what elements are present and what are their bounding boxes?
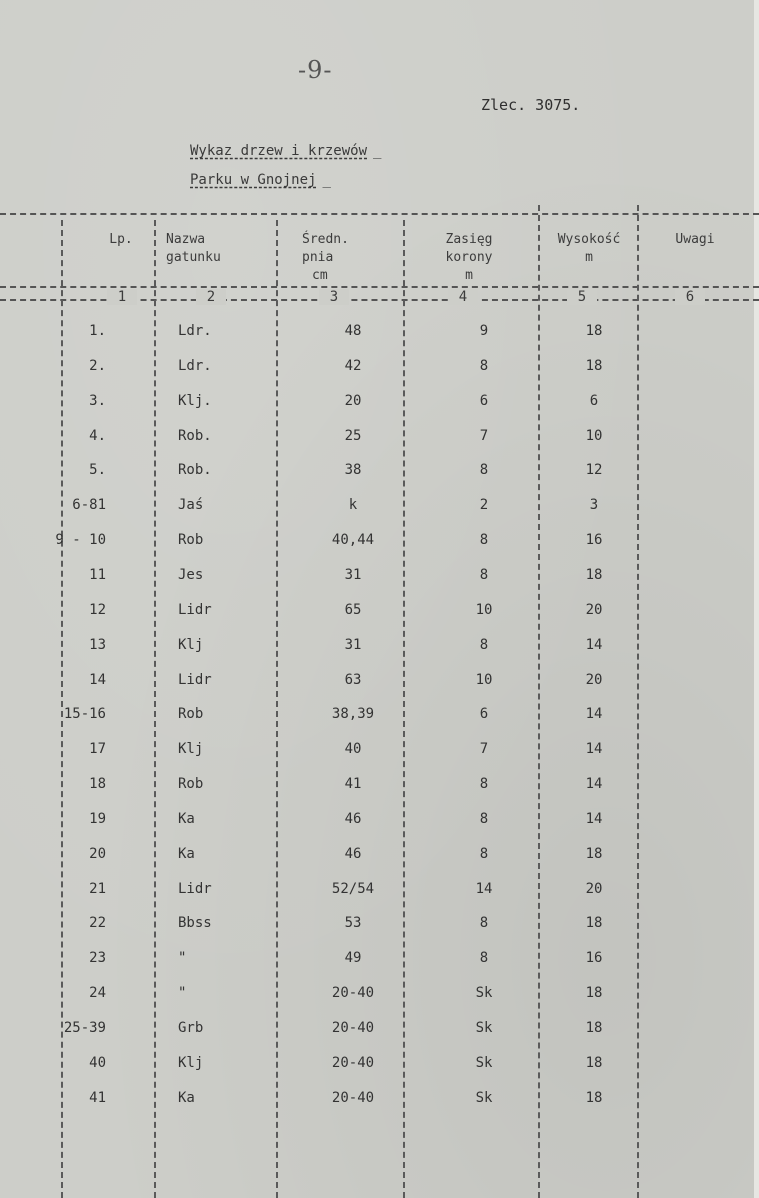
cell-species: Lidr bbox=[178, 602, 212, 618]
cell-species: Ka bbox=[178, 1090, 195, 1106]
cell-lp: 18 bbox=[89, 776, 106, 792]
page-number: -9- bbox=[298, 56, 333, 84]
title-line-1: Wykaz drzew i krzewów _ bbox=[190, 143, 382, 159]
cell-species: Rob. bbox=[178, 428, 212, 444]
cell-height: 18 bbox=[585, 985, 603, 1001]
column-rule bbox=[276, 220, 278, 1198]
cell-lp: 2. bbox=[89, 358, 106, 374]
cell-height: 18 bbox=[585, 358, 603, 374]
cell-species: Klj bbox=[178, 741, 204, 757]
cell-lp: 1. bbox=[89, 323, 106, 339]
column-number: 6 bbox=[675, 289, 705, 305]
cell-species: Ka bbox=[178, 811, 195, 827]
cell-crown: 8 bbox=[479, 358, 489, 374]
column-number: 3 bbox=[319, 289, 349, 305]
cell-crown: 14 bbox=[475, 881, 493, 897]
cell-lp: 14 bbox=[89, 672, 106, 688]
cell-diameter: 20 bbox=[344, 393, 362, 409]
column-rule bbox=[154, 220, 156, 1198]
cell-height: 16 bbox=[585, 532, 603, 548]
cell-lp: 13 bbox=[89, 637, 106, 653]
header-height: Wysokość m bbox=[557, 232, 621, 265]
cell-height: 14 bbox=[585, 741, 603, 757]
cell-height: 6 bbox=[589, 393, 599, 409]
cell-crown: 8 bbox=[479, 846, 489, 862]
header-lp: Lp. bbox=[109, 232, 133, 247]
order-number: Zlec. 3075. bbox=[481, 96, 581, 114]
cell-height: 10 bbox=[585, 428, 603, 444]
cell-species: " bbox=[178, 950, 187, 966]
column-number: 2 bbox=[196, 289, 226, 305]
column-number: 1 bbox=[107, 289, 137, 305]
cell-diameter: 53 bbox=[344, 915, 362, 931]
cell-crown: 8 bbox=[479, 637, 489, 653]
cell-height: 20 bbox=[585, 602, 603, 618]
table-top-rule bbox=[0, 213, 759, 215]
cell-crown: 10 bbox=[475, 602, 493, 618]
header-diameter: Średn. pnia cm bbox=[302, 232, 349, 283]
cell-lp: 41 bbox=[89, 1090, 106, 1106]
cell-diameter: 42 bbox=[344, 358, 362, 374]
cell-lp: 24 bbox=[89, 985, 106, 1001]
cell-species: Bbss bbox=[178, 915, 212, 931]
cell-lp: 21 bbox=[89, 881, 106, 897]
cell-lp: 5. bbox=[89, 462, 106, 478]
cell-species: Klj bbox=[178, 637, 204, 653]
cell-crown: 8 bbox=[479, 532, 489, 548]
cell-diameter: 25 bbox=[344, 428, 362, 444]
cell-species: Rob bbox=[178, 532, 204, 548]
cell-species: Lidr bbox=[178, 881, 212, 897]
cell-crown: 2 bbox=[479, 497, 489, 513]
cell-diameter: 20-40 bbox=[331, 1020, 375, 1036]
cell-height: 18 bbox=[585, 323, 603, 339]
cell-height: 20 bbox=[585, 672, 603, 688]
cell-species: Klj. bbox=[178, 393, 212, 409]
cell-diameter: 31 bbox=[344, 637, 362, 653]
cell-crown: 7 bbox=[479, 741, 489, 757]
cell-diameter: 48 bbox=[344, 323, 362, 339]
cell-diameter: 40,44 bbox=[331, 532, 375, 548]
cell-species: Lidr bbox=[178, 672, 212, 688]
cell-lp: 17 bbox=[89, 741, 106, 757]
cell-height: 18 bbox=[585, 1055, 603, 1071]
cell-diameter: 49 bbox=[344, 950, 362, 966]
cell-diameter: 20-40 bbox=[331, 1090, 375, 1106]
cell-lp: 3. bbox=[89, 393, 106, 409]
cell-height: 18 bbox=[585, 567, 603, 583]
cell-lp: 25-39 bbox=[63, 1020, 106, 1036]
cell-height: 16 bbox=[585, 950, 603, 966]
cell-lp: 40 bbox=[89, 1055, 106, 1071]
cell-crown: 8 bbox=[479, 462, 489, 478]
title-line-2: Parku w Gnojnej _ bbox=[190, 172, 331, 188]
cell-lp: 22 bbox=[89, 915, 106, 931]
cell-lp: 23 bbox=[89, 950, 106, 966]
cell-height: 18 bbox=[585, 915, 603, 931]
column-rule bbox=[637, 205, 639, 1198]
column-rule bbox=[538, 205, 540, 1198]
cell-crown: 8 bbox=[479, 950, 489, 966]
header-crown: Zasięg korony m bbox=[445, 232, 493, 283]
cell-height: 20 bbox=[585, 881, 603, 897]
column-number: 5 bbox=[567, 289, 597, 305]
cell-species: Ldr. bbox=[178, 358, 212, 374]
cell-diameter: 38,39 bbox=[331, 706, 375, 722]
cell-species: Rob. bbox=[178, 462, 212, 478]
cell-crown: 8 bbox=[479, 776, 489, 792]
cell-crown: 8 bbox=[479, 915, 489, 931]
cell-crown: 6 bbox=[479, 393, 489, 409]
cell-lp: 20 bbox=[89, 846, 106, 862]
cell-height: 14 bbox=[585, 706, 603, 722]
cell-species: Grb bbox=[178, 1020, 204, 1036]
cell-diameter: 20-40 bbox=[331, 1055, 375, 1071]
cell-species: Jes bbox=[178, 567, 204, 583]
cell-diameter: 31 bbox=[344, 567, 362, 583]
cell-crown: Sk bbox=[475, 985, 493, 1001]
cell-lp: 19 bbox=[89, 811, 106, 827]
cell-species: Ldr. bbox=[178, 323, 212, 339]
cell-diameter: 63 bbox=[344, 672, 362, 688]
header-name: Nazwa gatunku bbox=[166, 232, 221, 265]
cell-species: Klj bbox=[178, 1055, 204, 1071]
cell-height: 18 bbox=[585, 846, 603, 862]
cell-crown: 6 bbox=[479, 706, 489, 722]
cell-height: 14 bbox=[585, 811, 603, 827]
cell-crown: Sk bbox=[475, 1055, 493, 1071]
header-separator-rule bbox=[0, 286, 759, 288]
cell-diameter: 20-40 bbox=[331, 985, 375, 1001]
cell-diameter: 38 bbox=[344, 462, 362, 478]
cell-diameter: 65 bbox=[344, 602, 362, 618]
cell-crown: Sk bbox=[475, 1020, 493, 1036]
paper-edge bbox=[754, 0, 759, 1198]
cell-lp: 11 bbox=[89, 567, 106, 583]
column-rule bbox=[403, 220, 405, 1198]
cell-crown: 7 bbox=[479, 428, 489, 444]
cell-height: 18 bbox=[585, 1090, 603, 1106]
cell-diameter: 52/54 bbox=[331, 881, 375, 897]
cell-lp: 12 bbox=[89, 602, 106, 618]
cell-diameter: 40 bbox=[344, 741, 362, 757]
cell-diameter: k bbox=[348, 497, 358, 513]
cell-diameter: 41 bbox=[344, 776, 362, 792]
cell-crown: Sk bbox=[475, 1090, 493, 1106]
cell-lp: 9 - 10 bbox=[55, 532, 106, 548]
cell-species: Rob bbox=[178, 706, 204, 722]
column-number: 4 bbox=[448, 289, 478, 305]
cell-species: Rob bbox=[178, 776, 204, 792]
cell-diameter: 46 bbox=[344, 846, 362, 862]
cell-crown: 9 bbox=[479, 323, 489, 339]
cell-height: 18 bbox=[585, 1020, 603, 1036]
cell-species: " bbox=[178, 985, 187, 1001]
cell-lp: 4. bbox=[89, 428, 106, 444]
cell-species: Jaś bbox=[178, 497, 204, 513]
header-notes: Uwagi bbox=[675, 232, 715, 247]
cell-lp: 6-81 bbox=[72, 497, 106, 513]
cell-crown: 8 bbox=[479, 567, 489, 583]
cell-species: Ka bbox=[178, 846, 195, 862]
cell-lp: 15-16 bbox=[63, 706, 106, 722]
cell-diameter: 46 bbox=[344, 811, 362, 827]
cell-height: 14 bbox=[585, 776, 603, 792]
cell-height: 14 bbox=[585, 637, 603, 653]
cell-height: 3 bbox=[589, 497, 599, 513]
cell-crown: 10 bbox=[475, 672, 493, 688]
cell-height: 12 bbox=[585, 462, 603, 478]
cell-crown: 8 bbox=[479, 811, 489, 827]
